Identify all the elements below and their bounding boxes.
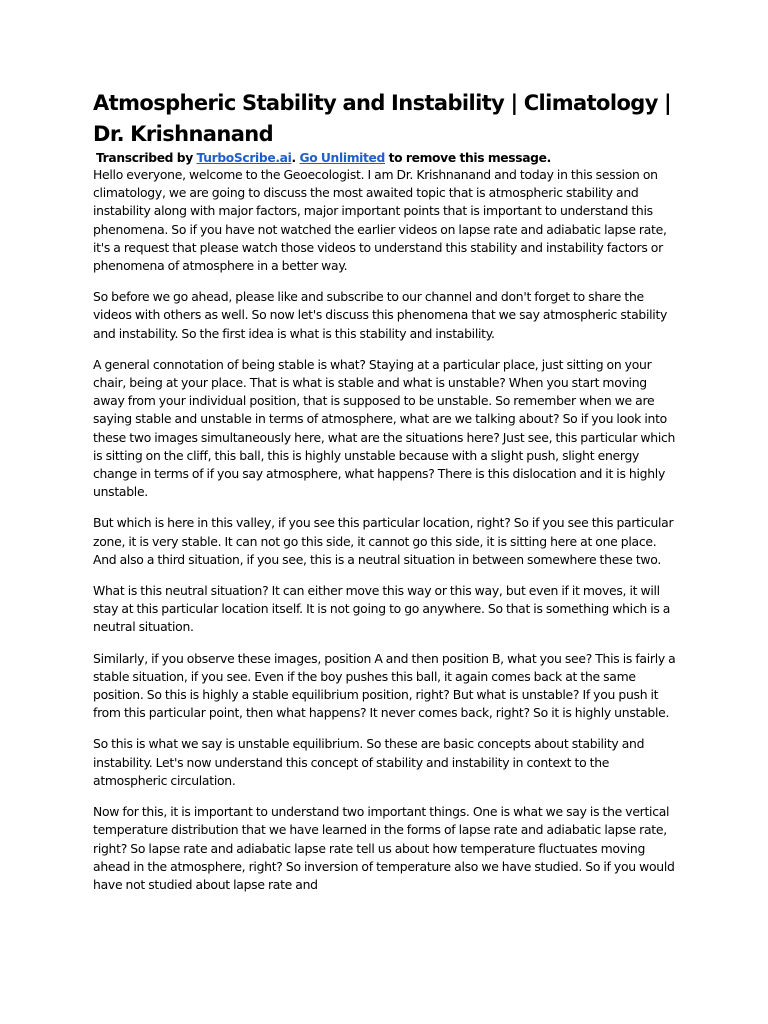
paragraph: But which is here in this valley, if you see this particular location, right? So if you see this particular zone, it is very stable. It can not go this side, it cannot go this side, it is sitting here at one place. And also a third situation, if you see, this is a neutral situation in between somewhere these two. <box>93 515 674 567</box>
document-title: Atmospheric Stability and Instability | Climatology | Dr. Krishnanand <box>93 91 672 146</box>
paragraph: So before we go ahead, please like and subscribe to our channel and don't forget to share the videos with others as well. So now let's discuss this phenomena that we say atmospheric stability and instability. So the first idea is what is this stability and instability. <box>93 289 668 341</box>
paragraph: Similarly, if you observe these images, position A and then position B, what you see? This is fairly a stable situation, if you see. Even if the boy pushes this ball, it again comes back at the same position. So this is highly a stable equilibrium position, right? But what is unstable? If you push it from this particular point, then what happens? It never comes back, right? So it is highly unstable. <box>93 650 676 721</box>
paragraph: Hello everyone, welcome to the Geoecologist. I am Dr. Krishnanand and today in this session on climatology, we are going to discuss the most awaited topic that is atmospheric stability and instability along with major factors, major important points that is important to understand this phenomena. So if you have not watched the earlier videos on lapse rate and adiabatic lapse rate, it's a request that please watch those videos to understand this stability and instability factors or phenomena of atmosphere in a better way. <box>93 167 667 274</box>
paragraph: So this is what we say is unstable equilibrium. So these are basic concepts about stability and instability. Let's now understand this concept of stability and instability in context to the atmospheric circulation. <box>93 736 645 788</box>
paragraph: What is this neutral situation? It can either move this way or this way, but even if it moves, it will stay at this particular location itself. It is not going to go anywhere. So that is something which is a neutral situation. <box>93 583 671 635</box>
paragraph: Now for this, it is important to understand two important things. One is what we say is the vertical temperature distribution that we have learned in the forms of lapse rate and adiabatic lapse rate, right? So lapse rate and adiabatic lapse rate tell us about how temperature fluctuates moving ahead in the atmosphere, right? So inversion of temperature also we have studied. So if you would have not studied about lapse rate and <box>93 804 675 892</box>
paragraph: A general connotation of being stable is what? Staying at a particular place, just sitting on your chair, being at your place. That is what is stable and what is unstable? When you start moving away from your individual position, that is supposed to be unstable. So remember when we are saying stable and unstable in terms of atmosphere, what are we talking about? So if you look into these two images simultaneously here, what are the situations here? Just see, this particular which is sitting on the cliff, this ball, this is highly unstable because with a slight push, slight energy change in terms of if you say atmosphere, what happens? There is this dislocation and it is highly unstable. <box>93 356 676 500</box>
go-unlimited-link[interactable]: Go Unlimited <box>299 151 385 165</box>
transcription-banner <box>96 150 679 166</box>
banner-prefix: Transcribed by <box>96 151 197 165</box>
banner-suffix: to remove this message. <box>385 151 551 165</box>
document-page <box>93 88 679 907</box>
banner-separator: . <box>291 151 300 165</box>
document-body <box>93 166 679 894</box>
turboscribe-link[interactable]: TurboScribe.ai <box>196 151 292 165</box>
